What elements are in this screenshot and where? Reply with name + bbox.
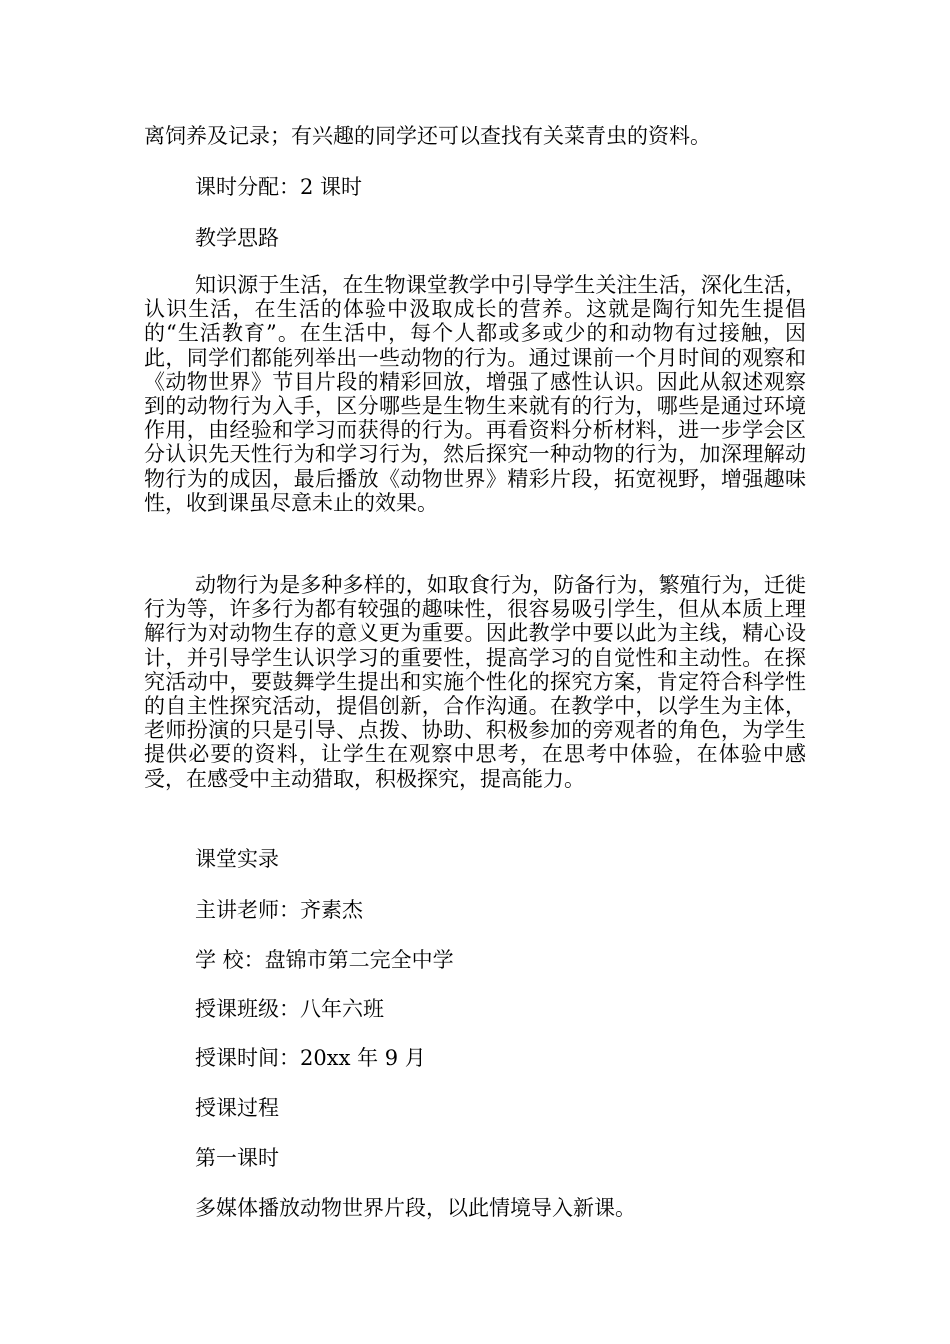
- teaching-idea-paragraph-1: 知识源于生活，在生物课堂教学中引导学生关注生活，深化生活，认识生活，在生活的体验中汲取成长的营养。这就是陶行知先生提倡的“生活教育”。在生活中，每个人都或多或少的和动物有过接触，因此，同学们都能列举出一些动物的行为。通过课前一个月时间的观察和《动物世界》节目片段的精彩回放，增强了感性认识。因此从叙述观察到的动物行为入手，区分哪些是生物生来就有的行为，哪些是通过环境作用，由经验和学习而获得的行为。再看资料分析材料，进一步学会区分认识先天性行为和学习行为，然后探究一种动物的行为，加深理解动物行为的成因，最后播放《动物世界》精彩片段，拓宽视野，增强趣味性，收到课虽尽意未止的效果。: [144, 273, 806, 515]
- class-hours-line: 课时分配：2 课时: [195, 175, 363, 199]
- class-grade-line: 授课班级：八年六班: [195, 997, 384, 1021]
- teaching-process-heading: 授课过程: [195, 1096, 279, 1120]
- classroom-record-heading: 课堂实录: [195, 847, 279, 871]
- intro-end-line: 离饲养及记录；有兴趣的同学还可以查找有关菜青虫的资料。: [144, 124, 711, 148]
- teacher-line: 主讲老师：齐素杰: [195, 898, 363, 922]
- teaching-time-line: 授课时间：20xx 年 9 月: [195, 1046, 426, 1070]
- school-line: 学 校：盘锦市第二完全中学: [195, 948, 454, 972]
- teaching-idea-heading: 教学思路: [195, 226, 279, 250]
- first-lesson-heading: 第一课时: [195, 1146, 279, 1170]
- teaching-idea-paragraph-2: 动物行为是多种多样的，如取食行为，防备行为，繁殖行为，迁徙行为等，许多行为都有较强的趣味性，很容易吸引学生，但从本质上理解行为对动物生存的意义更为重要。因此教学中要以此为主线，精心设计，并引导学生认识学习的重要性，提高学习的自觉性和主动性。在探究活动中，要鼓舞学生提出和实施个性化的探究方案，肯定符合科学性的自主性探究活动，提倡创新，合作沟通。在教学中，以学生为主体，老师扮演的只是引导、点拨、协助、积极参加的旁观者的角色，为学生提供必要的资料，让学生在观察中思考，在思考中体验，在体验中感受，在感受中主动猎取，积极探究，提高能力。: [144, 573, 806, 791]
- first-step-line: 多媒体播放动物世界片段，以此情境导入新课。: [195, 1196, 636, 1220]
